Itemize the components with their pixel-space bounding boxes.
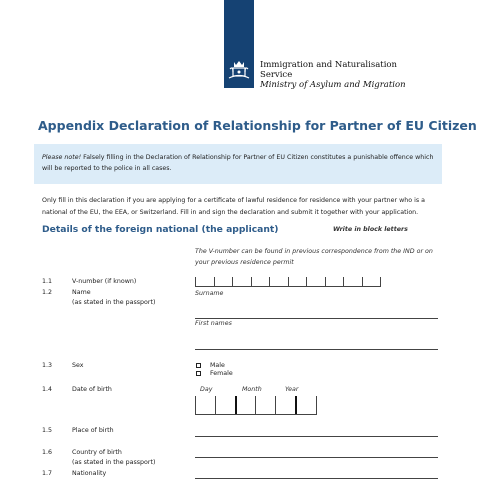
female-label: Female — [210, 370, 233, 377]
place-of-birth-label: Place of birth — [72, 427, 114, 434]
date-of-birth-input[interactable] — [195, 396, 317, 415]
male-label: Male — [210, 362, 225, 369]
org-line-2: Service — [260, 70, 293, 80]
field-number-1-7: 1.7 — [42, 470, 53, 477]
country-of-birth-label: Country of birth — [72, 449, 122, 456]
section-heading: Details of the foreign national (the applicant) — [42, 224, 279, 235]
notice-text: Falsely filling in the Declaration of Relationship for Partner of EU Citizen constitutes a punishable offence which will be reported to the police in all cases. — [42, 154, 434, 172]
date-of-birth-label: Date of birth — [72, 386, 112, 393]
field-number-1-4: 1.4 — [42, 386, 53, 393]
female-checkbox[interactable] — [196, 371, 201, 376]
field-number-1-5: 1.5 — [42, 427, 53, 434]
v-number-hint: The V-number can be found in previous correspondence from the IND or on your previous residence permit — [195, 248, 433, 266]
ministry-name: Ministry of Asylum and Migration — [260, 80, 406, 90]
v-number-input[interactable] — [195, 277, 381, 287]
field-number-1-3: 1.3 — [42, 362, 53, 369]
male-checkbox[interactable] — [196, 363, 201, 368]
block-letters-note: Write in block letters — [333, 226, 408, 233]
country-of-birth-field[interactable] — [195, 457, 438, 458]
coat-of-arms-icon — [228, 58, 250, 80]
first-names-field[interactable] — [195, 349, 438, 350]
sex-label: Sex — [72, 362, 84, 369]
org-line-1: Immigration and Naturalisation — [260, 60, 398, 70]
intro-text: Only fill in this declaration if you are applying for a certificate of lawful residence for residence with your partner who is a national of the EU, the EEA, or Switzerland. Fill in and sign the declaration and submit it together with your application. — [42, 197, 425, 216]
name-sublabel: (as stated in the passport) — [72, 299, 156, 306]
nationality-field[interactable] — [195, 478, 438, 479]
field-number-1-1: 1.1 — [42, 278, 53, 285]
place-of-birth-field[interactable] — [195, 436, 438, 437]
nationality-label: Nationality — [72, 470, 107, 477]
warning-notice — [34, 144, 442, 184]
field-number-1-6: 1.6 — [42, 449, 53, 456]
v-number-label: V-number (if known) — [72, 278, 137, 285]
country-of-birth-sublabel: (as stated in the passport) — [72, 459, 156, 466]
field-number-1-2: 1.2 — [42, 289, 53, 296]
day-label: Day — [200, 386, 213, 393]
month-label: Month — [242, 386, 262, 393]
surname-label: Surname — [195, 290, 224, 297]
first-names-label: First names — [195, 320, 232, 327]
page-title: Appendix Declaration of Relationship for Partner of EU Citizen — [38, 118, 477, 133]
name-label: Name — [72, 289, 91, 296]
organisation-name — [260, 60, 406, 90]
year-label: Year — [285, 386, 299, 393]
notice-lead: Please note! — [42, 154, 82, 161]
